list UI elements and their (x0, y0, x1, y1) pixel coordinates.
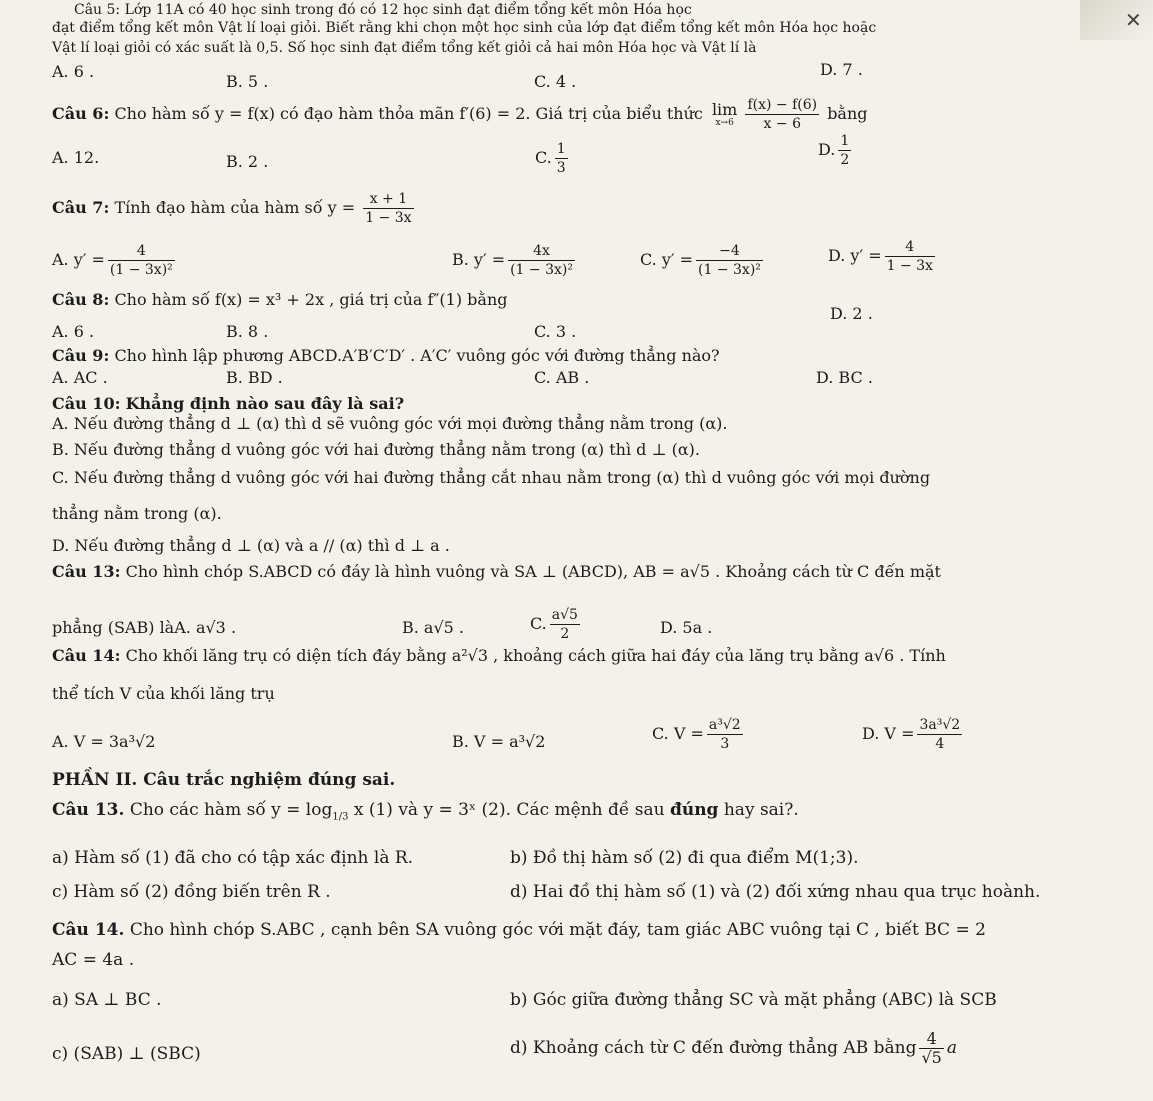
q13-option-d[interactable]: D. 5a . (660, 618, 713, 637)
q5-option-b[interactable]: B. 5 . (226, 72, 269, 91)
q13-line2: phẳng (SAB) làA. a√3 . (52, 618, 237, 637)
q13-text: Cho hình chóp S.ABCD có đáy là hình vuông và SA ⊥ (ABCD), AB = a√5 . Khoảng cách từ C đến mặt (125, 562, 941, 581)
tf13-log-base: 1/3 (332, 811, 349, 823)
q10-option-a[interactable]: A. Nếu đường thẳng d ⊥ (α) thì d sẽ vuông góc với mọi đường thẳng nằm trong (α). (52, 414, 728, 433)
tf14-statement-d[interactable]: d) Khoảng cách từ C đến đường thẳng AB bằng $\frac{4}{√5}$ a (510, 1029, 957, 1067)
q10-label: Câu 10: (52, 394, 121, 413)
q10-question (52, 394, 404, 413)
tf13-statement-c[interactable]: c) Hàm số (2) đồng biến trên R . (52, 882, 331, 902)
q8-option-a[interactable]: A. 6 . (52, 322, 95, 341)
q6-option-a[interactable]: A. 12. (52, 148, 100, 167)
tf13-question: Câu 13. Cho các hàm số $y = \log_{1/3} x$ (1) và y = 3ˣ (2). Các mệnh đề sau đúng hay sai?. (52, 800, 799, 823)
tf14-question: Câu 14. Cho hình chóp S.ABC , cạnh bên SA vuông góc với mặt đáy, tam giác ABC vuông tại C , biết BC = 2 (52, 920, 986, 940)
q7-function: $\frac{x + 1}{1 - 3x}$ (365, 191, 412, 226)
tf14-line2: AC = 4a . (52, 950, 135, 970)
tf13-statement-d[interactable]: d) Hai đồ thị hàm số (1) và (2) đối xứng nhau qua trục hoành. (510, 882, 1041, 902)
q14-text: Cho khối lăng trụ có diện tích đáy bằng a²√3 , khoảng cách giữa hai đáy của lăng trụ bằng a√6 . Tính (125, 646, 946, 665)
q9-label: Câu 9: (52, 346, 110, 365)
q13-option-c[interactable]: C. $\frac{a√5}{2}$ (530, 607, 578, 642)
tf13-statement-a[interactable]: a) Hàm số (1) đã cho có tập xác định là R. (52, 848, 414, 868)
q6-label: Câu 6: (52, 104, 110, 123)
q9-option-c[interactable]: C. AB . (534, 368, 590, 387)
q14-option-c[interactable]: C. V = $\frac{\text{a³√2}}{3}$ (652, 717, 741, 752)
page-corner-shadow (1080, 0, 1153, 40)
q7-option-a[interactable]: A. y′ = $\frac{4}{\text{(1 − 3x)²}}$ (52, 243, 173, 278)
q6-text: Cho hàm số y = f(x) có đạo hàm thỏa mãn f′(6) = 2. Giá trị của biểu thức (114, 104, 703, 123)
q14-question (52, 646, 946, 665)
q10-option-d[interactable]: D. Nếu đường thẳng d ⊥ (α) và a // (α) thì d ⊥ a . (52, 536, 450, 555)
q14-option-a[interactable]: A. V = 3a³√2 (52, 732, 156, 751)
q10-option-c[interactable]: C. Nếu đường thẳng d vuông góc với hai đường thẳng cắt nhau nằm trong (α) thì d vuông góc với mọi đường (52, 468, 931, 487)
q13-option-a[interactable]: A. a√3 . (174, 618, 237, 637)
q7-option-d[interactable]: D. y′ = $\frac{4}{1 - 3x}$ (828, 239, 933, 274)
q10-text: Khẳng định nào sau đây là sai? (125, 394, 405, 413)
q5-option-a[interactable]: A. 6 . (52, 62, 95, 81)
q14-line2: thể tích V của khối lăng trụ (52, 684, 275, 703)
tf13-statement-b[interactable]: b) Đồ thị hàm số (2) đi qua điểm M(1;3). (510, 848, 859, 868)
q8-option-b[interactable]: B. 8 . (226, 322, 269, 341)
q6-option-b[interactable]: B. 2 . (226, 152, 269, 171)
part2-title: PHẦN II. Câu trắc nghiệm đúng sai. (52, 770, 396, 790)
tf14-statement-a[interactable]: a) SA ⊥ BC . (52, 990, 162, 1010)
q6-question (52, 96, 868, 133)
q8-label: Câu 8: (52, 290, 110, 309)
q6-fraction: $\frac{f(x) - f(6)}{x - 6}$ (747, 97, 818, 132)
q10-option-b[interactable]: B. Nếu đường thẳng d vuông góc với hai đường thẳng nằm trong (α) thì d ⊥ (α). (52, 440, 700, 459)
q7-label: Câu 7: (52, 198, 110, 217)
q6-limit: lim x→6 (711, 99, 738, 128)
q8-text: Cho hàm số f(x) = x³ + 2x , giá trị của f″(1) bằng (114, 290, 508, 309)
q9-question (52, 346, 720, 365)
q14-label: Câu 14: (52, 646, 121, 665)
q5-line3: Vật lí loại giỏi có xác suất là 0,5. Số học sinh đạt điểm tổng kết giỏi cả hai môn Hóa học và Vật lí là (52, 40, 757, 56)
q8-question (52, 290, 508, 309)
q9-option-a[interactable]: A. AC . (52, 368, 108, 387)
q7-option-c[interactable]: C. y′ = $\frac{-4}{\text{(1 − 3x)²}}$ (640, 243, 761, 278)
q8-option-d[interactable]: D. 2 . (830, 304, 873, 323)
q7-question (52, 190, 417, 227)
q5-option-d[interactable]: D. 7 . (820, 60, 863, 79)
q13-question (52, 562, 941, 581)
q9-text: Cho hình lập phương ABCD.A′B′C′D′ . A′C′ vuông góc với đường thẳng nào? (114, 346, 720, 365)
q6-option-c[interactable]: C. $\frac{1}{3}$ (535, 141, 566, 176)
tf14-statement-c[interactable]: c) (SAB) ⊥ (SBC) (52, 1044, 201, 1064)
tf13-label: Câu 13. (52, 800, 125, 820)
tf14-label: Câu 14. (52, 920, 125, 940)
q7-option-b[interactable]: B. y′ = $\frac{4x}{\text{(1 − 3x)²}}$ (452, 243, 573, 278)
q9-option-b[interactable]: B. BD . (226, 368, 283, 387)
tf14-statement-b[interactable]: b) Góc giữa đường thẳng SC và mặt phẳng (ABC) là SCB (510, 990, 997, 1010)
q14-option-d[interactable]: D. V = $\frac{\text{3a³√2}}{4}$ (862, 717, 961, 752)
q14-option-b[interactable]: B. V = a³√2 (452, 732, 546, 751)
q8-option-c[interactable]: C. 3 . (534, 322, 577, 341)
q5-line1: Câu 5: Lớp 11A có 40 học sinh trong đó có 12 học sinh đạt điểm tổng kết môn Hóa học (74, 2, 692, 18)
q5-option-c[interactable]: C. 4 . (534, 72, 577, 91)
close-icon[interactable]: ✕ (1125, 8, 1142, 32)
q10-option-c-cont: thẳng nằm trong (α). (52, 504, 222, 523)
q7-text: Tính đạo hàm của hàm số y = (114, 198, 356, 217)
q5-line2: đạt điểm tổng kết môn Vật lí loại giỏi. Biết rằng khi chọn một học sinh của lớp đạt điểm tổng kết môn Hóa học hoặc (52, 20, 877, 36)
q6-option-d[interactable]: D. $\frac{1}{2}$ (818, 133, 850, 168)
q13-option-b[interactable]: B. a√5 . (402, 618, 465, 637)
q6-tail: bằng (827, 104, 868, 123)
q13-label: Câu 13: (52, 562, 121, 581)
q9-option-d[interactable]: D. BC . (816, 368, 873, 387)
